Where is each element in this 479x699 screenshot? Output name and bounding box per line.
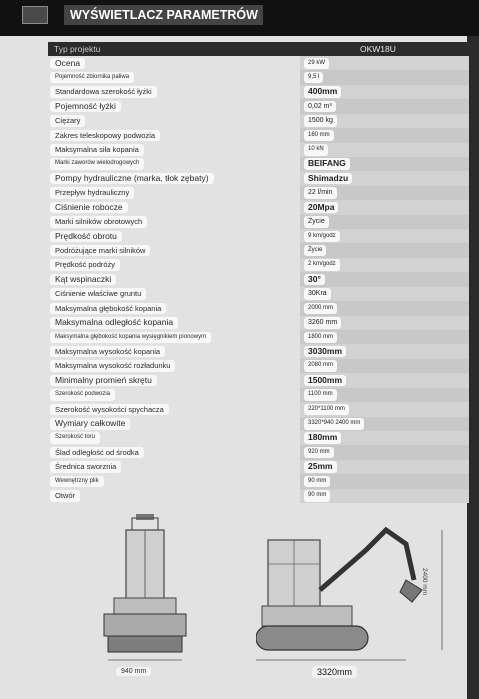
param-value: 3030mm [304, 346, 346, 358]
param-value: 3320*940 2400 mm [304, 418, 364, 430]
param-label: Szerokość toru [50, 432, 100, 444]
table-row [48, 229, 469, 243]
param-label: Prędkość obrotu [50, 231, 122, 243]
table-row [48, 143, 469, 157]
front-width-label: 940 mm [116, 667, 151, 676]
param-label: Standardowa szerokość łyżki [50, 86, 157, 98]
param-value: 3260 mm [304, 317, 341, 329]
table-row [48, 287, 469, 301]
param-value: 1500 kg [304, 115, 337, 127]
table-row [48, 56, 469, 70]
param-label: Szerokość wysokości spychacza [50, 404, 169, 416]
param-value: 30° [304, 274, 325, 286]
param-label: Średnica sworznia [50, 461, 121, 473]
table-row [48, 388, 469, 402]
table-row [48, 417, 469, 431]
table-row [48, 215, 469, 229]
param-value: 1500mm [304, 375, 346, 387]
param-value: 2000 mm [304, 303, 337, 315]
param-label: Pojemność zbiornika paliwa [50, 72, 134, 84]
front-view-drawing [96, 510, 196, 670]
table-row [48, 114, 469, 128]
table-row [48, 157, 469, 171]
table-row [48, 99, 469, 113]
param-label: Maksymalna siła kopania [50, 144, 144, 156]
table-row [48, 301, 469, 315]
parameter-table [48, 56, 469, 503]
table-row [48, 402, 469, 416]
param-label: Prędkość podróży [50, 259, 120, 271]
param-label: Wymiary całkowite [50, 418, 130, 430]
machine-drawings [16, 500, 467, 699]
param-value: Życie [304, 216, 329, 228]
param-label: Ocena [50, 58, 85, 70]
param-label: Otwór [50, 490, 80, 502]
param-value: 0,02 m³ [304, 101, 336, 113]
param-label: Ciśnienie właściwe gruntu [50, 288, 146, 300]
table-row [48, 373, 469, 387]
param-value: Życie [304, 245, 326, 257]
table-row [48, 316, 469, 330]
param-label: Kąt wspinaczki [50, 274, 116, 286]
param-value: 9,5 l [304, 72, 323, 84]
table-row [48, 460, 469, 474]
table-row [48, 445, 469, 459]
param-label: Maksymalna wysokość rozładunku [50, 360, 175, 372]
param-label: Marki zaworów wielodrogowych [50, 158, 144, 170]
param-value: 1100 mm [304, 389, 337, 401]
param-value: 180mm [304, 432, 341, 444]
side-height-label: 2400 mm [421, 568, 428, 596]
param-label: Marki silników obrotowych [50, 216, 147, 228]
table-row [48, 474, 469, 488]
table-row [48, 272, 469, 286]
value-band [300, 272, 469, 286]
param-value: 22 l/min [304, 187, 337, 199]
param-value: BEIFANG [304, 158, 350, 170]
table-row [48, 243, 469, 257]
header-key: Typ projektu [54, 44, 101, 54]
param-label: Przepływ hydrauliczny [50, 187, 134, 199]
param-value: 2 km/godz [304, 259, 340, 271]
param-value: 25mm [304, 461, 337, 473]
param-label: Ciężary [50, 115, 85, 127]
param-label: Minimalny promień skrętu [50, 375, 157, 387]
param-value: 220*1100 mm [304, 404, 349, 416]
param-label: Ślad odległość od środka [50, 447, 144, 459]
param-value: 400mm [304, 86, 341, 98]
side-length-label: 3320mm [312, 666, 357, 678]
table-row [48, 70, 469, 84]
param-label: Szerokość podwozia [50, 389, 115, 401]
table-row [48, 171, 469, 185]
param-label: Maksymalna odległość kopania [50, 317, 178, 329]
param-value: Shimadzu [304, 173, 352, 185]
table-row [48, 200, 469, 214]
param-value: 30Kra [304, 288, 331, 300]
table-header-row [48, 42, 469, 56]
param-value: 1800 mm [304, 332, 337, 344]
param-label: Pompy hydrauliczne (marka, tłok zębaty) [50, 173, 214, 185]
header-value: OKW18U [360, 44, 396, 54]
param-label: Maksymalna głębokość kopania [50, 303, 166, 315]
param-label: Pojemność łyżki [50, 101, 121, 113]
table-row [48, 258, 469, 272]
param-value: 160 mm [304, 130, 334, 142]
table-row [48, 85, 469, 99]
logo-icon [22, 6, 48, 24]
param-value: 920 mm [304, 447, 334, 459]
param-label: Wewnętrzny plik [50, 476, 104, 488]
table-row [48, 431, 469, 445]
param-value: 10 kN [304, 144, 328, 156]
table-row [48, 359, 469, 373]
param-value: 9 km/godz [304, 231, 340, 243]
param-label: Podróżujące marki silników [50, 245, 150, 257]
param-value: 20Mpa [304, 202, 338, 214]
param-value: 90 mm [304, 490, 330, 502]
value-band [300, 70, 469, 84]
table-row [48, 330, 469, 344]
param-label: Zakres teleskopowy podwozia [50, 130, 160, 142]
table-row [48, 186, 469, 200]
param-value: 90 mm [304, 476, 330, 488]
table-row [48, 128, 469, 142]
top-bar [0, 0, 479, 36]
page-title: WYŚWIETLACZ PARAMETRÓW [64, 5, 263, 25]
param-value: 2080 mm [304, 360, 337, 372]
param-label: Ciśnienie robocze [50, 202, 128, 214]
param-label: Maksymalna głębokość kopania wysięgnikiem pionowym [50, 332, 211, 344]
table-row [48, 344, 469, 358]
param-value: 29 kW [304, 58, 329, 70]
param-label: Maksymalna wysokość kopania [50, 346, 165, 358]
